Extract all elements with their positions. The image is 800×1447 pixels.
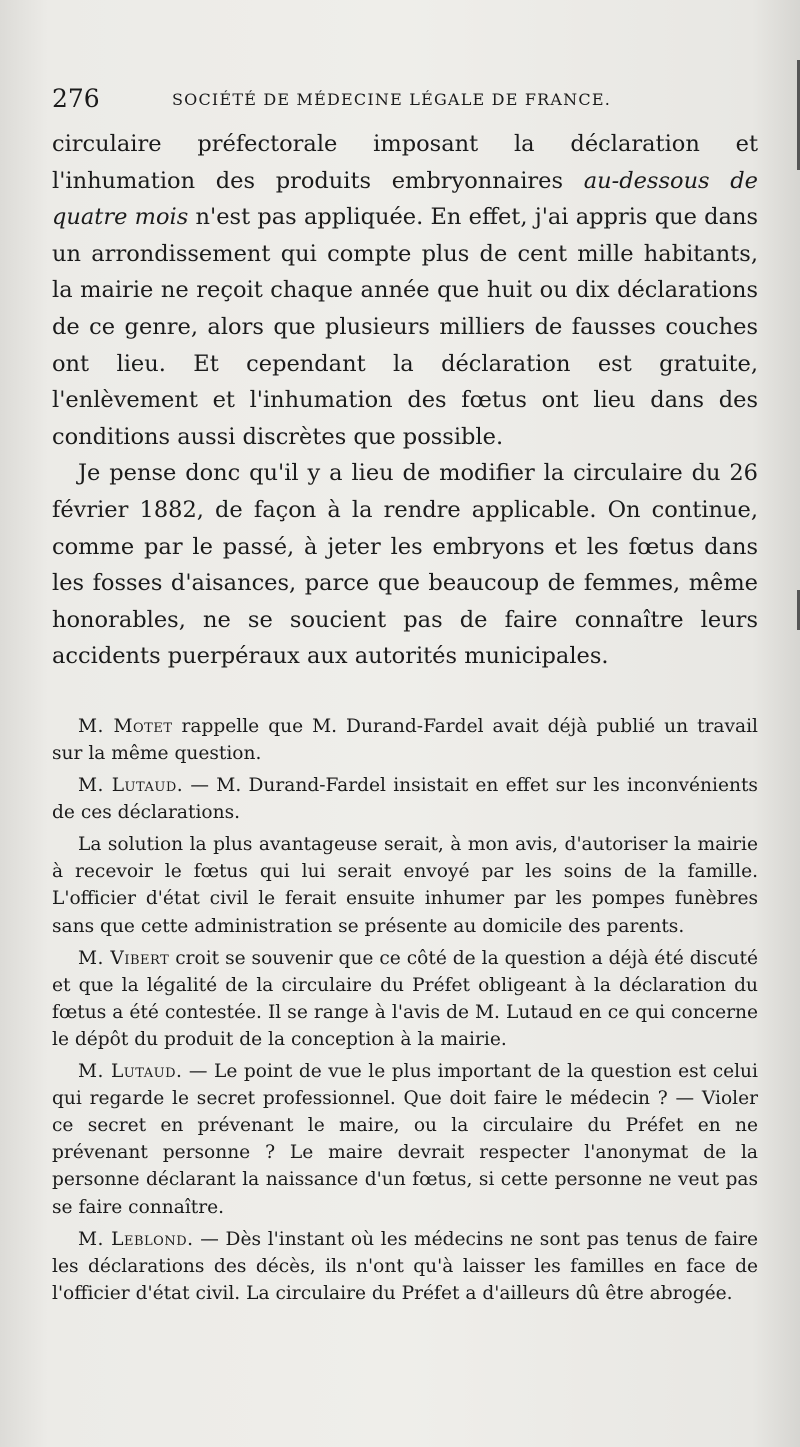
entry-text: croit se souvenir que ce côté de la question a déjà été discuté et que la légalité de la circulaire du Préfet obligeant à la déclaration du fœtus a été contestée. Il se range à l'avis de M. Lutaud en ce qui concerne le dépôt du produit de la conception à la mairie.: [52, 947, 758, 1050]
paragraph-1-emphasis: au-dessous de quatre mois: [52, 167, 758, 231]
speaker-name: M. Leblond.: [78, 1228, 194, 1250]
page-header: [52, 84, 752, 120]
entry-text: La solution la plus avantageuse serait, à mon avis, d'autoriser la mairie à recevoir le fœtus qui lui serait envoyé par les soins de la famille. L'officier d'état civil le ferait ensuite inhumer par les pompes funèbres sans que cette administration se présente au domicile des parents.: [52, 834, 758, 937]
discussion-entry-motet: [52, 713, 758, 767]
entry-text: — M. Durand-Fardel insistait en effet sur les inconvénients de ces déclarations.: [52, 775, 758, 824]
paragraph-1-text-b: n'est pas appliquée. En effet, j'ai appris que dans un arrondissement qui compte plus de cent mille habitants, la mairie ne reçoit chaque année que huit ou dix déclarations de ce genre, alors que plusieurs milliers de fausses couches ont lieu. Et cependant la déclaration est gratuite, l'enlèvement et l'inhumation des fœtus ont lieu dans des conditions aussi discrètes que possible.: [52, 204, 758, 450]
speaker-name: M. Vibert: [78, 947, 170, 969]
speaker-name: M. Motet: [78, 715, 173, 737]
discussion-entry-vibert: [52, 945, 758, 1053]
paragraph-2: Je pense donc qu'il y a lieu de modifier la circulaire du 26 février 1882, de façon à la rendre applicable. On continue, comme par le passé, à jeter les embryons et les fœtus dans les fosses d'aisances, parce que beaucoup de femmes, même honorables, ne se soucient pas de faire connaître leurs accidents puerpéraux aux autorités municipales.: [52, 460, 758, 670]
entry-text: rappelle que M. Durand-Fardel avait déjà publié un travail sur la même question.: [52, 715, 758, 764]
discussion-entry-leblond: [52, 1226, 758, 1307]
paragraph-1: [52, 126, 758, 455]
page-body: [52, 126, 758, 1312]
page-number: 276: [52, 84, 100, 113]
entry-text: — Dès l'instant où les médecins ne sont pas tenus de faire les déclarations des décès, ils n'ont qu'à laisser les familles en face de l'officier d'état civil. La circulaire du Préfet a d'ailleurs dû être abrogée.: [52, 1228, 759, 1304]
speaker-name: M. Lutaud.: [78, 775, 184, 797]
discussion-entry-lutaud-continued: [52, 831, 758, 939]
entry-text: — Le point de vue le plus important de la question est celui qui regarde le secret professionnel. Que doit faire le médecin ? — Violer ce secret en prévenant le maire, ou la circulaire du Préfet en ne prévenant personne ? Le maire devrait respecter l'anonymat de la personne déclarant la naissance d'un fœtus, si cette personne ne veut pas se faire connaître.: [52, 1061, 758, 1218]
discussion-section: [52, 713, 758, 1307]
paragraph-1-text-a: circulaire préfectorale imposant la déclaration et l'inhumation des produits embryonnaires: [52, 131, 758, 194]
discussion-entry-lutaud-1: [52, 772, 758, 826]
running-title: SOCIÉTÉ DE MÉDECINE LÉGALE DE FRANCE.: [172, 90, 611, 109]
speaker-name: M. Lutaud.: [78, 1061, 183, 1083]
discussion-entry-lutaud-2: [52, 1058, 758, 1221]
